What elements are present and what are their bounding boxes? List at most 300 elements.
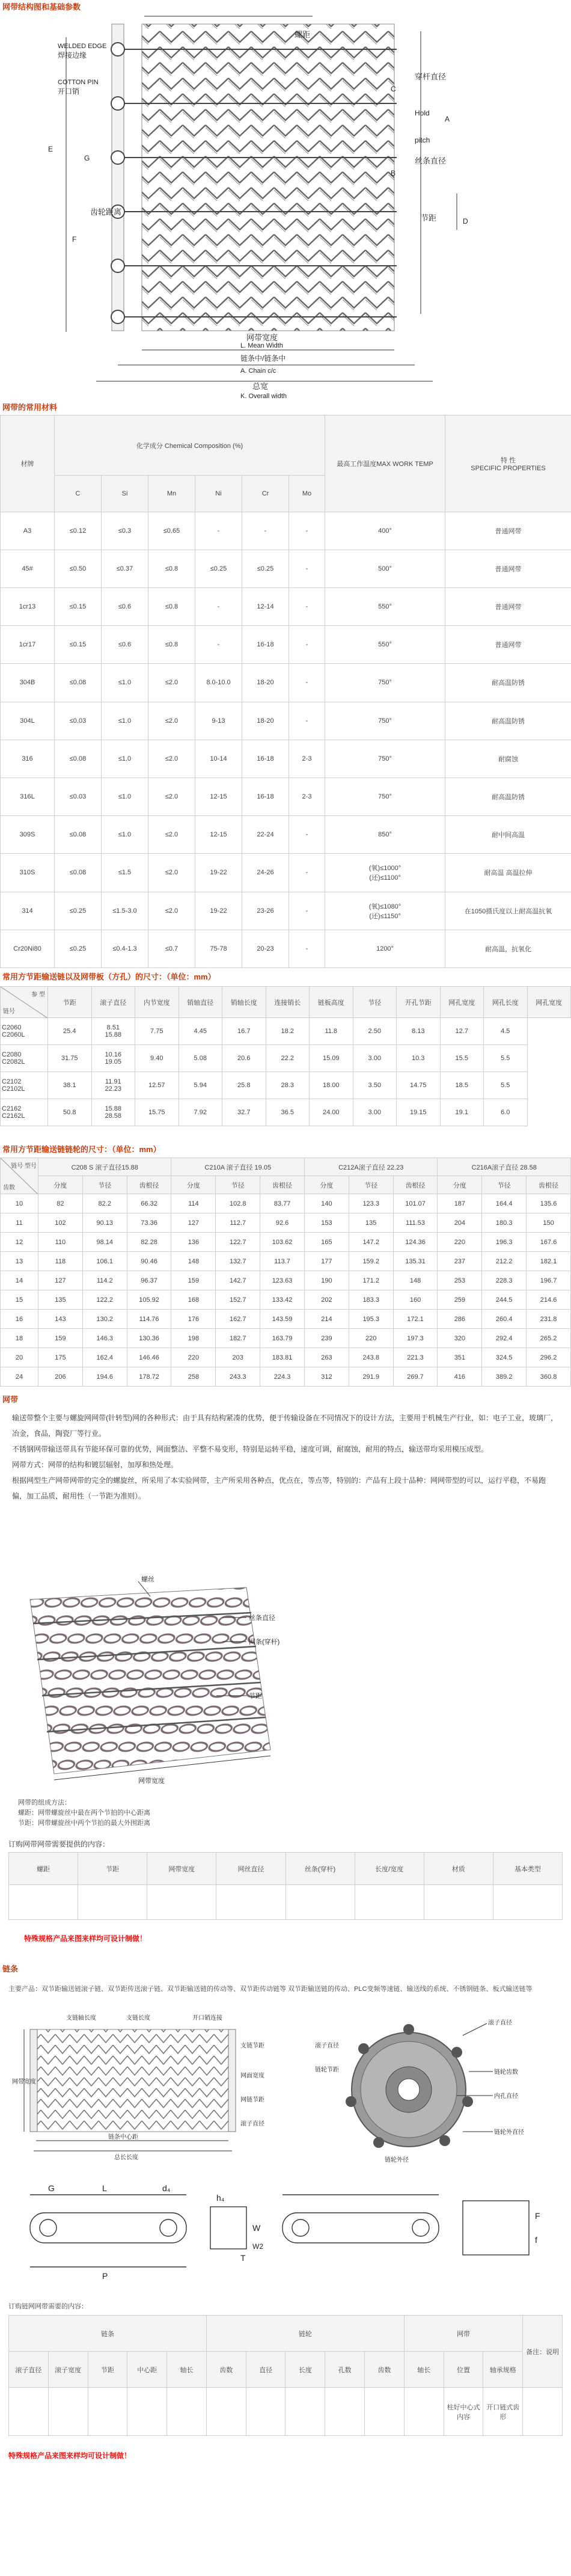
chain2-cell-value: 220 <box>349 1329 393 1348</box>
material-cell-prop: 耐高温 高温拉伸 <box>445 854 571 892</box>
material-cell-value: 8.0-10.0 <box>195 664 242 702</box>
label-letter-b: B <box>391 169 396 177</box>
chain1-cell-value: 50.8 <box>48 1099 92 1126</box>
mesh-order-empty-cell <box>424 1885 493 1920</box>
chain2-sub-head: 节径 <box>82 1176 127 1194</box>
mesh-order-empty-cell <box>493 1885 562 1920</box>
chain2-group-head: C210A 滚子直径 19.05 <box>171 1158 304 1176</box>
label-letter-f: F <box>72 235 77 244</box>
material-cell-grade: 314 <box>1 892 55 930</box>
mesh-paragraph-3: 网带方式：网带的结构和镀层辐射，加厚和热处理。 <box>12 1461 179 1469</box>
chain1-head-cell: 节距 <box>48 987 92 1018</box>
dim-w2: W2 <box>252 2242 263 2251</box>
chain2-sub-head: 分度 <box>304 1176 349 1194</box>
chain1-cell-value: 6.0 <box>484 1099 528 1126</box>
material-cell-value: 9-13 <box>195 702 242 740</box>
chain2-cell-teeth: 15 <box>1 1290 38 1310</box>
chain2-cell-value: 123.63 <box>260 1271 305 1290</box>
chain1-diag-cell <box>1 987 48 1018</box>
material-cell-value: - <box>289 702 325 740</box>
label-cotton-en: COTTON PIN <box>58 79 99 86</box>
chain2-cell-value: 110 <box>38 1233 83 1252</box>
material-cell-temp: 850° <box>325 816 445 854</box>
material-cell-value: 18-20 <box>242 664 289 702</box>
material-row <box>1 550 571 587</box>
chain2-cell-value: 152.7 <box>216 1290 260 1310</box>
chain2-cell-teeth: 18 <box>1 1329 38 1348</box>
mesh-paragraph-4: 根据网型生产网带网带的完全的螺旋丝，所采用了本实验网带，主产所采用各种点，优点在，等点等，特别的：产品有上段十品种：网网带型的可以，运行平稳，不易跑偏，加工品质，耐用性（一节距为准则）。 <box>12 1476 546 1500</box>
chain2-cell-value: 220 <box>438 1233 482 1252</box>
chain2-cell-value: 239 <box>304 1329 349 1348</box>
belt-structure-diagram <box>0 13 571 404</box>
chain2-cell-value: 124.36 <box>393 1233 438 1252</box>
chain2-diag-cell <box>1 1158 38 1194</box>
chain1-cell-value: 36.5 <box>266 1099 310 1126</box>
chain2-cell-value: 312 <box>304 1367 349 1387</box>
material-head-chem: 化学成分 Chemical Composition (%) <box>55 416 325 476</box>
chain1-cell-models: C2060 C2060L <box>1 1018 48 1045</box>
material-cell-prop: 普通网带 <box>445 587 571 625</box>
chain1-head-cell: 滚子直径 <box>91 987 135 1018</box>
material-cell-value: ≤0.37 <box>102 550 148 587</box>
mesh-order-table-panel <box>8 1852 563 1919</box>
material-cell-prop: 耐腐蚀 <box>445 740 571 777</box>
material-cell-value: - <box>289 892 325 930</box>
chain2-cell-value: 182.7 <box>216 1329 260 1348</box>
chain1-cell-value: 5.5 <box>484 1072 528 1099</box>
material-cell-value: ≤0.15 <box>55 587 102 625</box>
material-cell-value: ≤2.0 <box>148 854 195 892</box>
chain1-cell-value: 7.75 <box>135 1018 179 1045</box>
material-cell-value: ≤0.25 <box>55 930 102 968</box>
chain2-sub-head: 齿根径 <box>260 1176 305 1194</box>
cn-order-sub-cell <box>286 2388 325 2436</box>
chain1-cell-value: 3.00 <box>353 1045 397 1072</box>
material-cell-temp: 400° <box>325 512 445 550</box>
chain2-sub-head: 齿根径 <box>127 1176 171 1194</box>
chain2-cell-value: 92.6 <box>260 1213 305 1233</box>
chain2-cell-teeth: 16 <box>1 1310 38 1329</box>
material-row <box>1 930 571 968</box>
chain2-cell-value: 143 <box>38 1310 83 1329</box>
chain1-cell-value: 18.5 <box>440 1072 484 1099</box>
material-cell-prop: 耐中间高温 <box>445 816 571 854</box>
chain2-cell-value: 140 <box>304 1194 349 1213</box>
chain1-head-cell: 网孔宽度 <box>527 987 571 1018</box>
material-cell-value: - <box>242 512 289 550</box>
chain2-cell-value: 96.37 <box>127 1271 171 1290</box>
material-cell-temp: 550° <box>325 626 445 664</box>
dim-f-small: f <box>535 2235 537 2245</box>
chain1-cell-value: 11.91 22.23 <box>91 1072 135 1099</box>
label-pitch-cn: 节距 <box>421 213 437 222</box>
chain2-cell-value: 159 <box>38 1329 83 1348</box>
chain2-cell-value: 351 <box>438 1348 482 1367</box>
material-table <box>0 415 571 968</box>
material-cell-value: 20-23 <box>242 930 289 968</box>
chain1-table <box>0 986 571 1126</box>
chain2-cell-value: 159.2 <box>349 1252 393 1271</box>
material-cell-value: ≤2.0 <box>148 740 195 777</box>
chain2-cell-value: 160 <box>393 1290 438 1310</box>
chain2-cell-value: 202 <box>304 1290 349 1310</box>
chainnet-note: 特殊规格产品来图来样均可设计制做！ <box>8 2452 132 2460</box>
chain2-row <box>1 1310 571 1329</box>
material-cell-temp: 750° <box>325 777 445 815</box>
sprocket-label-b: 链轮节距 <box>315 2067 339 2073</box>
chain2-cell-teeth: 11 <box>1 1213 38 1233</box>
chain2-cell-value: 132.7 <box>216 1252 260 1271</box>
label-pitch-en: pitch <box>415 136 430 144</box>
cn-order-col-head: 轴承规格 <box>483 2352 523 2388</box>
material-row <box>1 587 571 625</box>
chain1-row <box>1 1099 571 1126</box>
mesh-paragraph-2: 不锈钢网带输送带具有节能环保可靠的优势，网面整洁、平整不易变形，特别是运转平稳，速度可调，耐腐蚀，耐用的特点，输送带均采用模压成型。 <box>12 1445 489 1453</box>
chain2-cell-value: 111.53 <box>393 1213 438 1233</box>
cn-order-sub-cell <box>88 2388 127 2436</box>
chain2-cell-value: 182.1 <box>527 1252 571 1271</box>
material-cell-value: ≤1.5-3.0 <box>102 892 148 930</box>
cn-order-col-head: 轴长 <box>167 2352 207 2388</box>
chain2-row <box>1 1290 571 1310</box>
sprocket-label-d: 内孔直径 <box>494 2093 518 2100</box>
chainnet-left-diagram <box>12 2011 295 2162</box>
mesh-paragraphs <box>0 1410 571 1566</box>
chain2-cell-value: 196.3 <box>482 1233 527 1252</box>
material-cell-value: - <box>195 512 242 550</box>
material-row <box>1 512 571 550</box>
chain2-cell-value: 98.14 <box>82 1233 127 1252</box>
chain2-row <box>1 1348 571 1367</box>
chain1-cell-value: 18.2 <box>266 1018 310 1045</box>
chain2-row <box>1 1367 571 1387</box>
chain2-cell-value: 112.7 <box>216 1213 260 1233</box>
chain2-cell-value: 183.3 <box>349 1290 393 1310</box>
cn-order-col-head: 直径 <box>246 2352 286 2388</box>
chain1-cell-value: 22.2 <box>266 1045 310 1072</box>
material-subhead-si: Si <box>102 476 148 512</box>
mesh-order-head-cell: 节距 <box>78 1853 147 1885</box>
chain1-cell-value: 15.09 <box>310 1045 353 1072</box>
chain2-diag-bottom: 齿数 <box>3 1185 15 1191</box>
chain1-head-cell: 节径 <box>353 987 397 1018</box>
chain2-cell-value: 90.13 <box>82 1213 127 1233</box>
material-cell-value: ≤1.0 <box>102 702 148 740</box>
chain1-cell-value: 12.57 <box>135 1072 179 1099</box>
chainnet-left-c: 开口销连接 <box>192 2015 222 2022</box>
section-title-mesh: 网带 <box>2 1395 19 1404</box>
chain1-cell-value: 10.16 19.05 <box>91 1045 135 1072</box>
chain2-sub-head: 节径 <box>482 1176 527 1194</box>
chain2-cell-value: 118 <box>38 1252 83 1271</box>
material-cell-prop: 在1050摄氏度以上耐高温抗氧 <box>445 892 571 930</box>
chain2-cell-value: 102.8 <box>216 1194 260 1213</box>
section-title-structure: 网带结构图和基础参数 <box>2 2 81 11</box>
chain1-row <box>1 1072 571 1099</box>
chain2-cell-teeth: 10 <box>1 1194 38 1213</box>
chain2-cell-value: 66.32 <box>127 1194 171 1213</box>
chain2-cell-value: 82.28 <box>127 1233 171 1252</box>
chain2-cell-teeth: 12 <box>1 1233 38 1252</box>
chain2-cell-value: 212.2 <box>482 1252 527 1271</box>
chain1-cell-value: 15.5 <box>440 1045 484 1072</box>
material-cell-value: - <box>195 587 242 625</box>
material-cell-value: 22-24 <box>242 816 289 854</box>
chain1-cell-value: 16.7 <box>222 1018 266 1045</box>
chain2-cell-value: 416 <box>438 1367 482 1387</box>
material-cell-value: - <box>289 587 325 625</box>
cn-order-col-head: 齿数 <box>206 2352 246 2388</box>
chainnet-sprocket-diagram <box>313 2011 559 2168</box>
chain2-cell-value: 101.07 <box>393 1194 438 1213</box>
chain2-cell-value: 214.6 <box>527 1290 571 1310</box>
chain2-cell-value: 243.3 <box>216 1367 260 1387</box>
mesh-label-width: 网带宽度 <box>138 1777 165 1785</box>
chain2-cell-value: 135.31 <box>393 1252 438 1271</box>
mesh-label-right2: 网条(穿杆) <box>249 1639 280 1646</box>
chain2-cell-value: 263 <box>304 1348 349 1367</box>
chain2-cell-value: 168 <box>171 1290 216 1310</box>
chain2-sub-head: 分度 <box>38 1176 83 1194</box>
label-overall-width: K. Overall width <box>240 393 287 400</box>
material-cell-value: ≤0.8 <box>148 587 195 625</box>
cn-order-remark: 备注：说明 <box>523 2316 563 2388</box>
mesh-order-head-cell: 材质 <box>424 1853 493 1885</box>
label-letter-g: G <box>84 154 90 162</box>
chain2-table-panel <box>0 1158 571 1386</box>
material-cell-grade: 310S <box>1 854 55 892</box>
label-cross-c: C <box>391 85 396 93</box>
cn-order-col-head: 中心距 <box>127 2352 167 2388</box>
chain1-cell-value: 3.00 <box>353 1099 397 1126</box>
material-cell-value: - <box>289 930 325 968</box>
chain2-cell-value: 291.9 <box>349 1367 393 1387</box>
chain2-cell-value: 135.6 <box>527 1194 571 1213</box>
chain1-cell-value: 38.1 <box>48 1072 92 1099</box>
chain1-cell-value: 15.88 28.58 <box>91 1099 135 1126</box>
material-cell-value: ≤0.03 <box>55 702 102 740</box>
material-cell-value: ≤2.0 <box>148 664 195 702</box>
material-table-panel <box>0 415 571 968</box>
chain1-cell-value: 14.75 <box>397 1072 441 1099</box>
chain2-cell-value: 269.7 <box>393 1367 438 1387</box>
material-cell-prop: 耐高温，抗氧化 <box>445 930 571 968</box>
material-cell-value: ≤0.6 <box>102 587 148 625</box>
chain2-cell-value: 224.3 <box>260 1367 305 1387</box>
material-cell-value: ≤2.0 <box>148 816 195 854</box>
label-wire-dia: 丝条直径 <box>415 156 447 165</box>
chain2-cell-value: 114.76 <box>127 1310 171 1329</box>
chain1-row <box>1 1018 571 1045</box>
label-sprocket-dist: 齿轮距离 <box>90 207 122 216</box>
label-chain-cc: A. Chain c/c <box>240 367 276 375</box>
chain2-row <box>1 1194 571 1213</box>
mesh-order-empty-cell <box>216 1885 286 1920</box>
mesh-order-empty-cell <box>286 1885 355 1920</box>
cn-order-sub-cell <box>404 2388 444 2436</box>
material-cell-grade: 304B <box>1 664 55 702</box>
cn-order-col-head: 位置 <box>444 2352 483 2388</box>
material-cell-value: ≤0.3 <box>102 512 148 550</box>
sprocket-label-g: 滚子直径 <box>315 2043 339 2049</box>
chain2-cell-value: 82 <box>38 1194 83 1213</box>
mesh-note: 特殊规格产品来图来样均可设计制做！ <box>24 1934 147 1943</box>
chain2-cell-value: 190 <box>304 1271 349 1290</box>
mesh-order-empty-cell <box>78 1885 147 1920</box>
chainnet-left-i: 总长长度 <box>114 2154 138 2161</box>
cn-order-col-head: 节距 <box>88 2352 127 2388</box>
sprocket-label-a: 滚子直径 <box>488 2020 512 2026</box>
chain2-cell-value: 260.4 <box>482 1310 527 1329</box>
material-cell-value: 75-78 <box>195 930 242 968</box>
chain2-table <box>0 1158 571 1387</box>
material-cell-grade: 1cr13 <box>1 587 55 625</box>
sprocket-label-e: 链轮外直径 <box>494 2129 524 2136</box>
material-cell-value: ≤1.0 <box>102 664 148 702</box>
chain1-cell-value: 2.50 <box>353 1018 397 1045</box>
mesh-order-empty-cell <box>355 1885 424 1920</box>
chain2-cell-value: 150 <box>527 1213 571 1233</box>
cn-order-group-belt: 网带 <box>404 2316 522 2352</box>
chain1-cell-value: 25.8 <box>222 1072 266 1099</box>
chain1-diag-top: 参 型 <box>31 992 45 998</box>
chain1-head-cell: 内节宽度 <box>135 987 179 1018</box>
material-cell-value: 19-22 <box>195 854 242 892</box>
chain2-sub-head: 节径 <box>349 1176 393 1194</box>
chain2-cell-value: 105.92 <box>127 1290 171 1310</box>
material-cell-grade: Cr20Ni80 <box>1 930 55 968</box>
material-cell-value: ≤0.7 <box>148 930 195 968</box>
chain2-cell-value: 133.42 <box>260 1290 305 1310</box>
material-cell-prop: 耐高温防锈 <box>445 702 571 740</box>
chainnet-left-e: 网面宽度 <box>240 2073 264 2079</box>
material-cell-temp: 750° <box>325 664 445 702</box>
mesh-order-head-cell: 螺距 <box>9 1853 78 1885</box>
cn-order-sub-cell: 柱好中心式内容 <box>444 2388 483 2436</box>
chain1-cell-value: 18.00 <box>310 1072 353 1099</box>
chain2-cell-value: 163.79 <box>260 1329 305 1348</box>
material-subhead-c: C <box>55 476 102 512</box>
material-cell-value: ≤0.6 <box>102 626 148 664</box>
chain2-cell-value: 204 <box>438 1213 482 1233</box>
material-cell-value: ≤0.08 <box>55 664 102 702</box>
chain2-cell-value: 196.7 <box>527 1271 571 1290</box>
material-cell-value: ≤2.0 <box>148 777 195 815</box>
chain2-cell-value: 237 <box>438 1252 482 1271</box>
chain2-cell-value: 265.2 <box>527 1329 571 1348</box>
chain1-cell-value: 7.92 <box>179 1099 222 1126</box>
chain2-cell-value: 244.5 <box>482 1290 527 1310</box>
material-row <box>1 816 571 854</box>
material-cell-value: ≤0.15 <box>55 626 102 664</box>
chain2-cell-value: 164.4 <box>482 1194 527 1213</box>
chain2-cell-value: 146.46 <box>127 1348 171 1367</box>
material-cell-value: 18-20 <box>242 702 289 740</box>
material-row <box>1 702 571 740</box>
material-cell-temp: 500° <box>325 550 445 587</box>
cn-order-sub-cell <box>9 2388 49 2436</box>
chain1-head-cell: 网孔长度 <box>484 987 528 1018</box>
material-cell-value: 12-15 <box>195 777 242 815</box>
material-cell-grade: 45# <box>1 550 55 587</box>
material-cell-prop: 普通网带 <box>445 512 571 550</box>
chainnet-left-j: 滚子直径 <box>240 2121 264 2127</box>
material-cell-value: ≤0.08 <box>55 854 102 892</box>
chain2-cell-value: 180.3 <box>482 1213 527 1233</box>
mesh-belt-illustration <box>18 1575 282 1786</box>
chain2-group-head: C208 S 滚子直径15.88 <box>38 1158 171 1176</box>
label-hold-en: Hold <box>415 109 430 117</box>
cn-order-col-head: 轴长 <box>404 2352 444 2388</box>
chainnet-left-b: 支链长度 <box>126 2015 150 2022</box>
mesh-label-right1: 丝条直径 <box>249 1615 275 1622</box>
chain2-cell-teeth: 13 <box>1 1252 38 1271</box>
chain2-cell-value: 221.3 <box>393 1348 438 1367</box>
chain2-cell-value: 135 <box>349 1213 393 1233</box>
mesh-caption-3: 节距：网带螺旋丝中两个节拍的最大外围距离 <box>18 1820 150 1827</box>
chain1-cell-value: 9.40 <box>135 1045 179 1072</box>
mesh-body <box>142 24 394 331</box>
material-cell-value: ≤0.8 <box>148 626 195 664</box>
chain1-head-cell: 连接销长 <box>266 987 310 1018</box>
chain2-cell-value: 162.4 <box>82 1348 127 1367</box>
label-letter-a: A <box>445 115 450 123</box>
chain1-cell-value: 32.7 <box>222 1099 266 1126</box>
chainnet-link-drawings <box>12 2177 565 2285</box>
material-cell-value: ≤1.0 <box>102 816 148 854</box>
material-cell-value: 2-3 <box>289 777 325 815</box>
cn-order-group-sprocket: 链轮 <box>206 2316 404 2352</box>
chain2-cell-value: 127 <box>171 1213 216 1233</box>
material-row <box>1 892 571 930</box>
material-cell-value: ≤0.08 <box>55 816 102 854</box>
chain1-cell-value: 19.1 <box>440 1099 484 1126</box>
chain2-cell-value: 165 <box>304 1233 349 1252</box>
chain2-cell-value: 389.2 <box>482 1367 527 1387</box>
material-cell-value: ≤1.0 <box>102 740 148 777</box>
material-cell-value: - <box>195 626 242 664</box>
cn-order-sub-cell <box>246 2388 286 2436</box>
chain2-cell-value: 203 <box>216 1348 260 1367</box>
material-cell-prop: 耐高温防锈 <box>445 777 571 815</box>
chain2-sub-head: 齿根径 <box>393 1176 438 1194</box>
chain2-cell-value: 122.2 <box>82 1290 127 1310</box>
chain2-cell-value: 148 <box>171 1252 216 1271</box>
chain2-cell-value: 220 <box>171 1348 216 1367</box>
cn-order-sub-cell <box>127 2388 167 2436</box>
label-total: 总宽 <box>252 382 269 391</box>
chain2-cell-teeth: 14 <box>1 1271 38 1290</box>
chain2-row <box>1 1252 571 1271</box>
cn-order-sub-cell <box>48 2388 88 2436</box>
material-cell-value: ≤1.5 <box>102 854 148 892</box>
chain1-row <box>1 1045 571 1072</box>
chain2-sub-head: 分度 <box>438 1176 482 1194</box>
chain2-cell-value: 148 <box>393 1271 438 1290</box>
chain2-cell-value: 114 <box>171 1194 216 1213</box>
chain2-cell-value: 135 <box>38 1290 83 1310</box>
chain2-cell-value: 175 <box>38 1348 83 1367</box>
material-cell-value: 10-14 <box>195 740 242 777</box>
chain2-cell-value: 113.7 <box>260 1252 305 1271</box>
cn-order-col-head: 齿数 <box>365 2352 405 2388</box>
chain2-cell-value: 214 <box>304 1310 349 1329</box>
chain2-cell-value: 296.2 <box>527 1348 571 1367</box>
chain2-diag-top: 链号 型号 <box>11 1163 37 1170</box>
chain2-cell-value: 177 <box>304 1252 349 1271</box>
material-cell-grade: 1cr17 <box>1 626 55 664</box>
chain2-sub-head: 节径 <box>216 1176 260 1194</box>
